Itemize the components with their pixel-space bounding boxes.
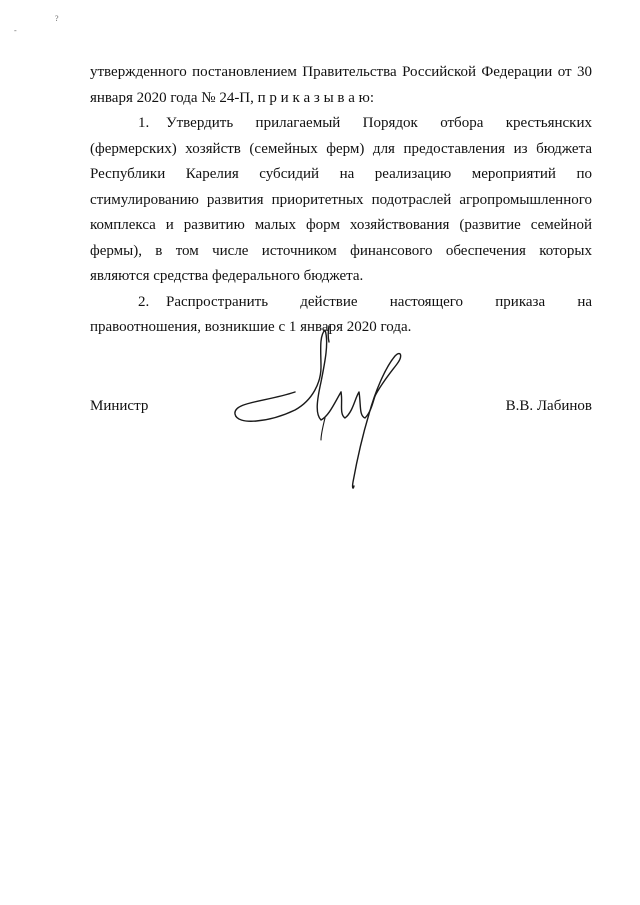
item-1-number: 1.	[138, 115, 150, 131]
position-title: Министр	[90, 398, 149, 414]
item-1-first-line	[90, 111, 592, 137]
scan-mark-dash: -	[14, 26, 17, 35]
item-2-number: 2.	[138, 293, 150, 310]
continuation-line-1: утвержденного постановлением Правительства Российской Федерации от 30	[90, 64, 592, 80]
document-body	[90, 60, 592, 341]
signatory-name: В.В. Лабинов	[505, 398, 592, 414]
handwritten-signature	[225, 322, 415, 497]
item-1-line: Республики Карелия субсидий на реализацию мероприятий по	[90, 166, 592, 182]
item-2-last-line: правоотношения, возникшие с 1 января 2020 года.	[90, 319, 412, 335]
continuation-line-2: января 2020 года № 24-П, п р и к а з ы в а ю:	[90, 89, 375, 106]
item-1-first-text: Утвердить прилагаемый Порядок отбора крестьянских	[166, 115, 592, 131]
item-2-first-text: Распространить действие настоящего приказа на	[166, 293, 592, 310]
item-1-line: стимулированию развития приоритетных подотраслей агропромышленного	[90, 191, 592, 208]
item-1-last-line: являются средства федерального бюджета.	[90, 268, 364, 284]
item-2-first-line	[90, 290, 592, 316]
item-1-line: фермы), в том числе источником финансового обеспечения которых	[90, 242, 592, 259]
item-1-line: (фермерских) хозяйств (семейных ферм) для предоставления из бюджета	[90, 140, 592, 157]
scan-mark-question: ?	[55, 14, 59, 23]
item-1-line: комплекса и развитию малых форм хозяйствования (развитие семейной	[90, 217, 592, 233]
